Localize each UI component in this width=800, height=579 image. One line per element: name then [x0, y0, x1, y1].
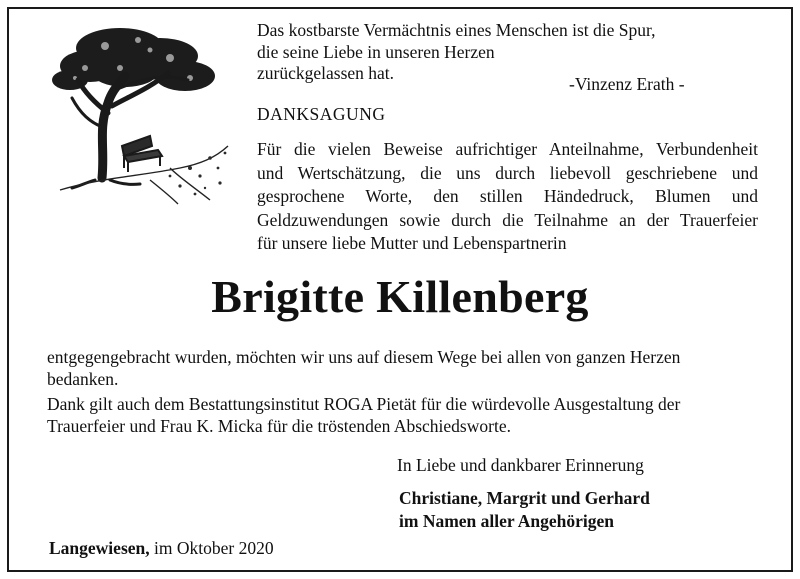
tree-with-bench-illustration — [50, 18, 240, 206]
quote-author: -Vinzenz Erath - — [569, 74, 685, 94]
deceased-name: Brigitte Killenberg — [211, 271, 589, 322]
quote-line: Das kostbarste Vermächtnis eines Menschen ist die Spur, — [257, 20, 656, 40]
signers — [399, 487, 650, 532]
heading-danksagung: DANKSAGUNG — [257, 104, 386, 124]
intro-line: und Wertschätzung, die uns durch liebevoll geschriebene und — [257, 162, 758, 183]
intro-line: Für die vielen Beweise aufrichtiger Anteilnahme, Verbundenheit — [257, 139, 758, 159]
intro-line: für unsere liebe Mutter und Lebenspartnerin — [257, 233, 567, 253]
body-line: bedanken. — [47, 368, 119, 389]
intro-paragraph — [257, 138, 758, 256]
date: im Oktober 2020 — [149, 538, 274, 558]
body-line: Trauerfeier und Frau K. Micka für die tröstenden Abschiedsworte. — [47, 415, 511, 436]
body-line: entgegengebracht wurden, möchten wir uns auf diesem Wege bei allen von ganzen Herzen — [47, 347, 681, 367]
body-paragraph — [47, 347, 754, 437]
signer-line: Christiane, Margrit und Gerhard — [399, 488, 650, 508]
intro-line: Geldzuwendungen sowie durch die Teilnahme an der Trauerfeier — [257, 209, 758, 230]
place: Langewiesen, — [49, 538, 150, 558]
quote-line: zurückgelassen hat. — [257, 63, 395, 83]
signer-line: im Namen aller Angehörigen — [399, 510, 615, 531]
quote-line: die seine Liebe in unseren Herzen — [257, 41, 495, 62]
intro-line: gesprochene Worte, den stillen Händedruck, Blumen und — [257, 186, 758, 206]
place-date — [49, 538, 274, 559]
closing-line: In Liebe und dankbarer Erinnerung — [397, 455, 644, 475]
body-line: Dank gilt auch dem Bestattungsinstitut ROGA Pietät für die würdevolle Ausgestaltung der — [47, 394, 681, 414]
